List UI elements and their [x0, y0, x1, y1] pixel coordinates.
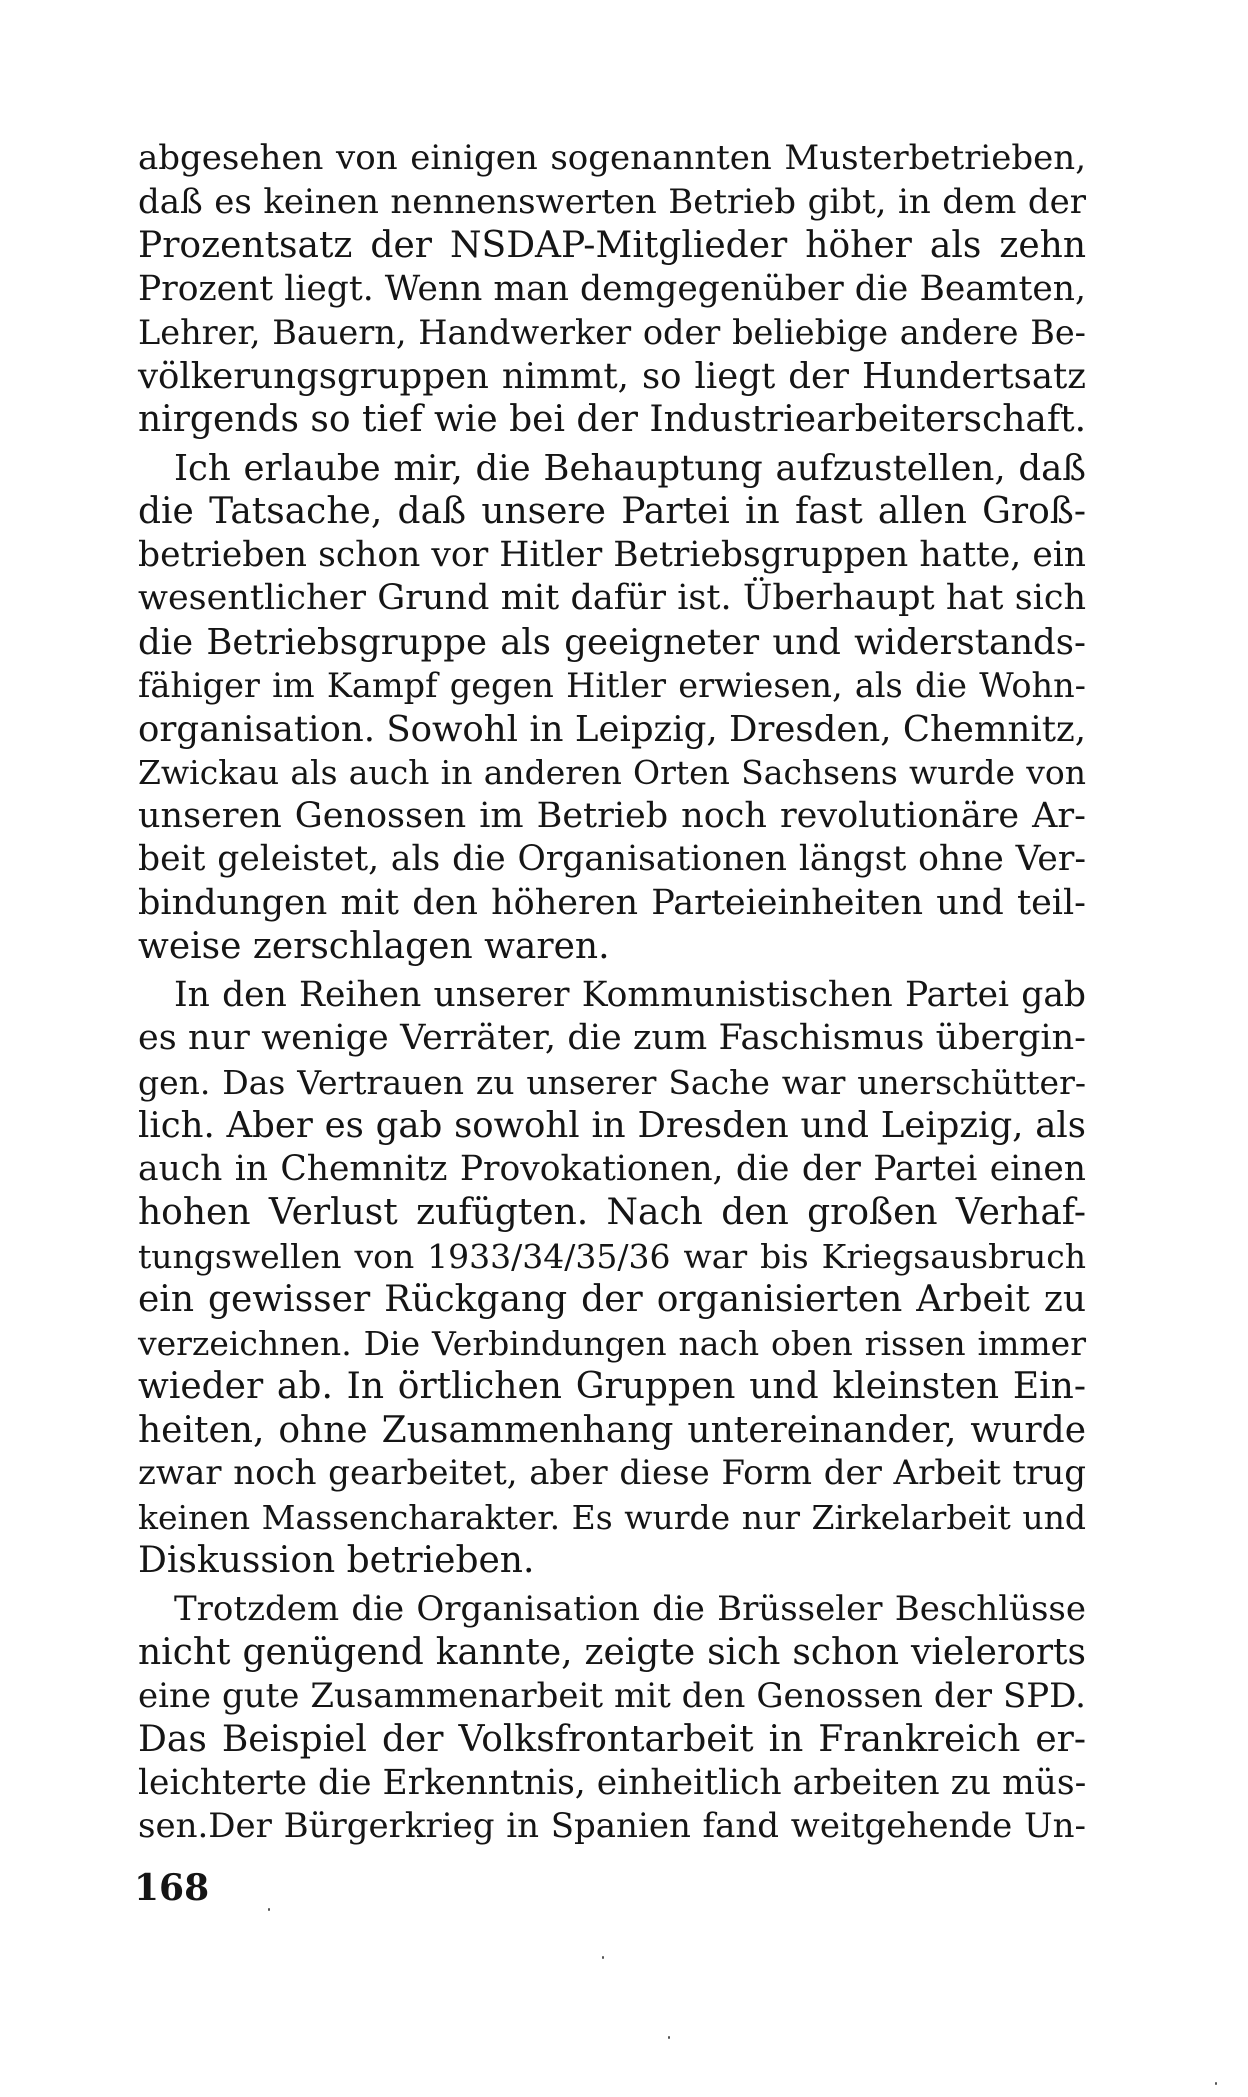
- text-line: fähiger im Kampf gegen Hitler erwiesen, als die Wohn-: [138, 666, 1086, 705]
- text-line: Trotzdem die Organisation die Brüsseler Beschlüsse: [174, 1588, 1086, 1629]
- text-line: Zwickau als auch in anderen Orten Sachsens wurde von: [138, 753, 1086, 792]
- text-line: zwar noch gearbeitet, aber diese Form der Arbeit trug: [138, 1453, 1086, 1493]
- text-line: abgesehen von einigen sogenannten Musterbetrieben,: [138, 138, 1086, 178]
- text-line: es nur wenige Verräter, die zum Faschismus übergin-: [138, 1018, 1086, 1058]
- text-line: tungswellen von 1933/34/35/36 war bis Kriegsausbruch: [138, 1236, 1086, 1276]
- body-text: [138, 137, 1086, 1849]
- text-line: Das Beispiel der Volksfrontarbeit in Frankreich er-: [138, 1719, 1086, 1760]
- text-line: beit geleistet, als die Organisationen längst ohne Ver-: [138, 839, 1086, 879]
- text-line: die Tatsache, daß unsere Partei in fast allen Groß-: [138, 491, 1086, 532]
- text-line: Lehrer, Bauern, Handwerker oder beliebige andere Be-: [138, 313, 1086, 352]
- scan-speck: [602, 1956, 604, 1959]
- scan-speck: [268, 1908, 270, 1911]
- text-line: nirgends so tief wie bei der Industriearbeiterschaft.: [138, 399, 1087, 440]
- text-line: nicht genügend kannte, zeigte sich schon vielerorts: [138, 1632, 1086, 1673]
- text-line: verzeichnen. Die Verbindungen nach oben rissen immer: [138, 1323, 1086, 1363]
- text-line: In den Reihen unserer Kommunistischen Partei gab: [174, 974, 1086, 1015]
- text-line: organisation. Sowohl in Leipzig, Dresden, Chemnitz,: [138, 708, 1086, 750]
- text-line: eine gute Zusammenarbeit mit den Genossen der SPD.: [138, 1675, 1086, 1716]
- scan-speck: [1215, 2082, 1217, 2085]
- text-line: leichterte die Erkenntnis, einheitlich arbeiten zu müs-: [138, 1762, 1087, 1803]
- text-line: Diskussion betrieben.: [138, 1540, 535, 1581]
- paragraph: [138, 447, 1086, 969]
- text-line: sen.Der Bürgerkrieg in Spanien fand weitgehende Un-: [138, 1806, 1086, 1846]
- paragraph: [138, 974, 1086, 1583]
- text-line: völkerungsgruppen nimmt, so liegt der Hundertsatz: [138, 355, 1086, 397]
- text-line: keinen Massencharakter. Es wurde nur Zirkelarbeit und: [138, 1497, 1086, 1537]
- paragraph: [138, 137, 1086, 442]
- text-line: lich. Aber es gab sowohl in Dresden und Leipzig, als: [138, 1105, 1086, 1146]
- text-line: wesentlicher Grund mit dafür ist. Überhaupt hat sich: [138, 578, 1086, 618]
- text-line: Prozentsatz der NSDAP-Mitglieder höher als zehn: [138, 225, 1086, 266]
- text-line: die Betriebsgruppe als geeigneter und widerstands-: [138, 621, 1086, 663]
- text-line: auch in Chemnitz Provokationen, die der Partei einen: [138, 1148, 1086, 1189]
- text-line: betrieben schon vor Hitler Betriebsgruppen hatte, ein: [138, 534, 1086, 575]
- text-line: Ich erlaube mir, die Behauptung aufzustellen, daß: [174, 447, 1086, 489]
- text-line: Prozent liegt. Wenn man demgegenüber die Beamten,: [138, 268, 1086, 309]
- text-line: wieder ab. In örtlichen Gruppen und kleinsten Ein-: [138, 1366, 1086, 1407]
- text-line: weise zerschlagen waren.: [138, 926, 610, 967]
- text-line: gen. Das Vertrauen zu unserer Sache war unerschütter-: [138, 1062, 1086, 1102]
- text-line: unseren Genossen im Betrieb noch revolutionäre Ar-: [138, 795, 1086, 836]
- scan-speck: [668, 2036, 670, 2039]
- paragraph: [138, 1588, 1086, 1849]
- text-line: bindungen mit den höheren Parteieinheiten und teil-: [138, 882, 1086, 923]
- text-line: heiten, ohne Zusammenhang untereinander, wurde: [138, 1409, 1086, 1451]
- text-line: hohen Verlust zufügten. Nach den großen Verhaf-: [138, 1192, 1086, 1233]
- page-number: 168: [134, 1867, 210, 1909]
- text-line: daß es keinen nennenswerten Betrieb gibt, in dem der: [138, 181, 1086, 222]
- text-line: ein gewisser Rückgang der organisierten Arbeit zu: [138, 1279, 1086, 1320]
